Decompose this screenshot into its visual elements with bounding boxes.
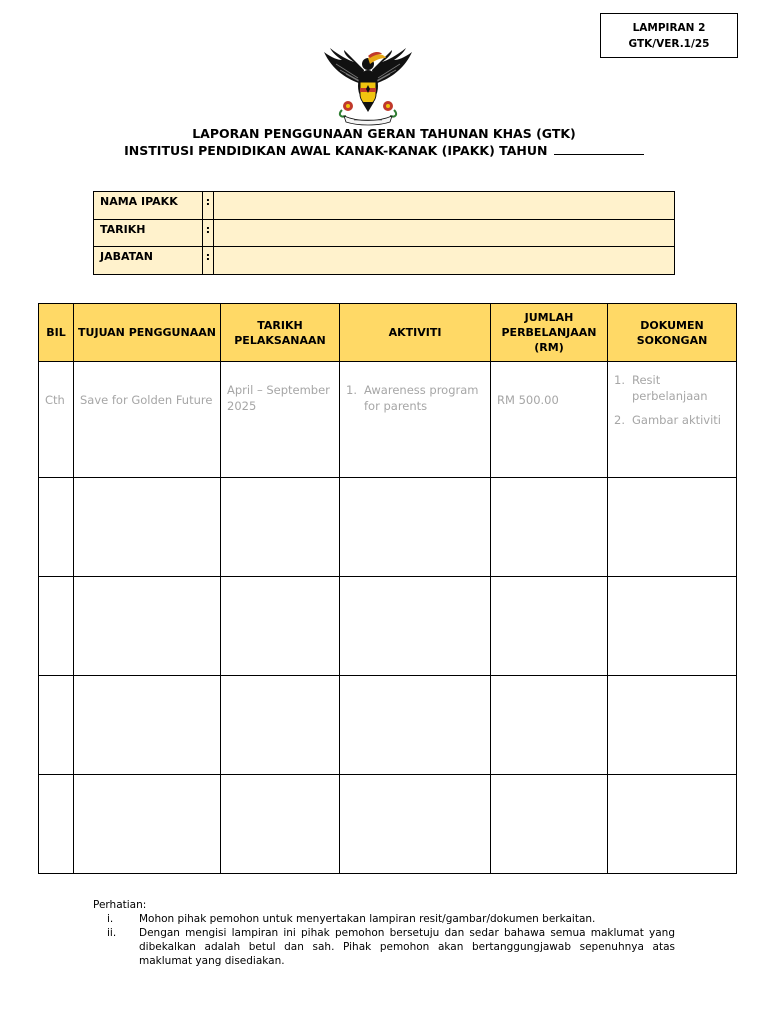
example-tujuan: Save for Golden Future	[74, 362, 221, 478]
reference-box	[600, 13, 738, 58]
sarawak-coat-of-arms-icon	[318, 44, 418, 126]
table-row	[39, 478, 737, 577]
table-cell[interactable]	[608, 577, 737, 676]
info-label: NAMA IPAKK	[94, 192, 203, 220]
note-item	[93, 912, 675, 926]
note-item	[93, 926, 675, 968]
table-cell[interactable]	[340, 775, 491, 874]
note-text: Mohon pihak pemohon untuk menyertakan lampiran resit/gambar/dokumen berkaitan.	[139, 913, 596, 925]
aktiviti-list	[346, 382, 484, 414]
notes-heading: Perhatian:	[93, 899, 147, 911]
header-bil: BIL	[39, 304, 74, 362]
table-cell[interactable]	[608, 478, 737, 577]
note-number: ii.	[107, 927, 117, 939]
table-cell[interactable]	[340, 676, 491, 775]
table-cell[interactable]	[491, 478, 608, 577]
list-text: Resit perbelanjaan	[632, 373, 708, 403]
table-cell[interactable]	[74, 775, 221, 874]
list-text: Gambar aktiviti	[632, 413, 722, 427]
note-text: Dengan mengisi lampiran ini pihak pemohon bersetuju dan sedar bahawa semua maklumat yang dibekalkan adalah betul dan sah. Pihak pemohon akan bertanggungjawab sepenuhnya atas maklumat yang disediakan.	[139, 927, 675, 967]
info-colon: :	[203, 219, 214, 247]
table-cell[interactable]	[491, 775, 608, 874]
example-bil: Cth	[39, 362, 74, 478]
list-text: Awareness program for parents	[364, 383, 479, 413]
table-cell[interactable]	[221, 676, 340, 775]
info-row-nama-ipakk	[94, 192, 675, 220]
table-row	[39, 577, 737, 676]
jabatan-field[interactable]	[214, 247, 675, 275]
table-cell[interactable]	[340, 478, 491, 577]
info-colon: :	[203, 247, 214, 275]
header-tarikh-pelaksanaan: TARIKH PELAKSANAAN	[221, 304, 340, 362]
list-item	[346, 382, 484, 414]
table-cell[interactable]	[340, 577, 491, 676]
header-aktiviti: AKTIVITI	[340, 304, 491, 362]
document-title: LAPORAN PENGGUNAAN GERAN TAHUNAN KHAS (GTK)	[192, 126, 576, 141]
table-cell[interactable]	[74, 577, 221, 676]
table-cell[interactable]	[221, 478, 340, 577]
document-subtitle-text: INSTITUSI PENDIDIKAN AWAL KANAK-KANAK (IPAKK) TAHUN	[124, 143, 548, 158]
reference-line-1: LAMPIRAN 2	[632, 21, 706, 34]
table-header-row	[39, 304, 737, 362]
list-number: 2.	[614, 413, 625, 427]
table-cell[interactable]	[608, 676, 737, 775]
info-colon: :	[203, 192, 214, 220]
table-row	[39, 775, 737, 874]
table-cell[interactable]	[491, 676, 608, 775]
info-row-jabatan	[94, 247, 675, 275]
year-blank-line[interactable]	[554, 143, 644, 155]
table-cell[interactable]	[74, 676, 221, 775]
example-jumlah: RM 500.00	[491, 362, 608, 478]
notes-section	[93, 898, 675, 968]
ipakk-info-table	[93, 191, 675, 275]
info-row-tarikh	[94, 219, 675, 247]
table-cell[interactable]	[491, 577, 608, 676]
table-cell[interactable]	[39, 676, 74, 775]
table-cell[interactable]	[608, 775, 737, 874]
table-cell[interactable]	[74, 478, 221, 577]
list-number: 1.	[614, 373, 625, 387]
note-number: i.	[107, 913, 114, 925]
nama-ipakk-field[interactable]	[214, 192, 675, 220]
dokumen-list	[614, 372, 730, 428]
reference-line-2: GTK/VER.1/25	[628, 37, 710, 50]
info-label: JABATAN	[94, 247, 203, 275]
example-tarikh: April – September 2025	[221, 362, 340, 478]
table-cell[interactable]	[39, 577, 74, 676]
example-row	[39, 362, 737, 478]
header-tujuan-penggunaan: TUJUAN PENGGUNAAN	[74, 304, 221, 362]
list-item	[614, 372, 730, 404]
table-cell[interactable]	[221, 577, 340, 676]
example-aktiviti	[340, 362, 491, 478]
example-dokumen	[608, 362, 737, 478]
table-cell[interactable]	[221, 775, 340, 874]
table-cell[interactable]	[39, 478, 74, 577]
header-dokumen-sokongan: DOKUMEN SOKONGAN	[608, 304, 737, 362]
list-number: 1.	[346, 383, 357, 397]
header-jumlah-perbelanjaan: JUMLAH PERBELANJAAN (RM)	[491, 304, 608, 362]
usage-report-table	[38, 303, 737, 874]
table-row	[39, 676, 737, 775]
document-subtitle	[0, 143, 768, 158]
tarikh-field[interactable]	[214, 219, 675, 247]
table-cell[interactable]	[39, 775, 74, 874]
info-label: TARIKH	[94, 219, 203, 247]
list-item	[614, 412, 730, 428]
